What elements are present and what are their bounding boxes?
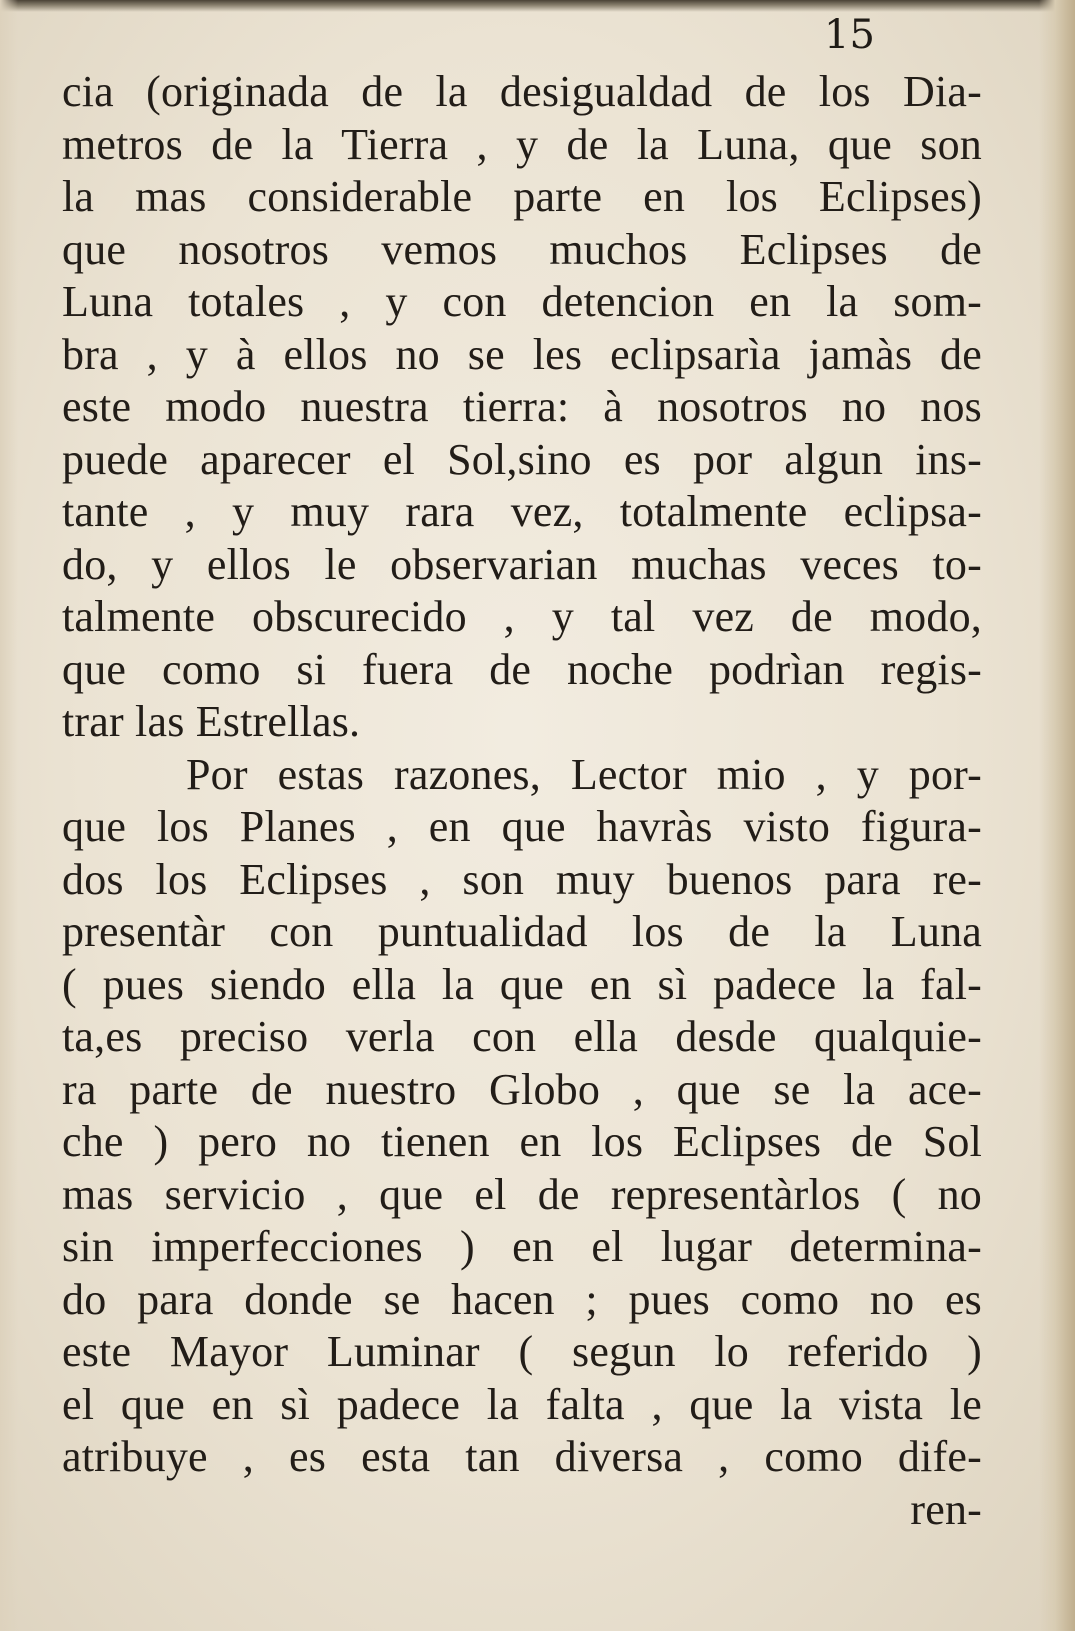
text-line: do para donde se hacen ; pues como no es [62,1274,982,1324]
text-line: que los Planes , en que havràs visto figura- [62,802,982,851]
body-text [62,66,982,1536]
text-line: dos los Eclipses , son muy buenos para re- [62,854,982,904]
text-line: ra parte de nuestro Globo , que se la ace- [62,1064,982,1114]
text-line: cia (originada de la desigualdad de los Dia- [62,67,982,116]
page-left-edge [0,0,18,1631]
text-line: ( pues siendo ella la que en sì padece la fal- [62,959,982,1009]
text-line: atribuye , es esta tan diversa , como dife- [62,1432,982,1481]
text-line: que como si fuera de noche podrìan regis- [62,644,982,694]
text-line: bra , y à ellos no se les eclipsarìa jamàs de [62,329,982,379]
paragraph-start-line: Por estas razones, Lector mio , y por- [186,749,982,799]
text-line: este modo nuestra tierra: à nosotros no nos [62,382,982,431]
text-line: mas servicio , que el de representàrlos ( no [62,1169,982,1219]
text-line: presentàr con puntualidad los de la Luna [62,907,982,956]
text-line: metros de la Tierra , y de la Luna, que son [62,119,982,169]
text-line: talmente obscurecido , y tal vez de modo, [62,592,982,641]
text-line: que nosotros vemos muchos Eclipses de [62,224,982,274]
text-line: trar las Estrellas. [62,697,361,746]
text-line: puede aparecer el Sol,sino es por algun ins- [62,434,982,484]
page-top-shadow [0,0,1075,12]
text-line: ta,es preciso verla con ella desde qualquie- [62,1012,982,1061]
text-line: do, y ellos le observarian muchas veces to- [62,539,982,589]
text-line: sin imperfecciones ) en el lugar determina- [62,1222,982,1271]
text-line: tante , y muy rara vez, totalmente eclipsa- [62,487,982,536]
catchword: ren- [910,1484,982,1534]
page-number: 15 [824,12,875,58]
text-line: Luna totales , y con detencion en la som- [62,277,982,326]
text-line: el que en sì padece la falta , que la vista le [62,1379,982,1429]
page-right-edge [1039,0,1075,1631]
text-line: che ) pero no tienen en los Eclipses de Sol [62,1117,982,1166]
text-line: la mas considerable parte en los Eclipses) [62,172,982,221]
text-line: este Mayor Luminar ( segun lo referido ) [62,1327,982,1376]
